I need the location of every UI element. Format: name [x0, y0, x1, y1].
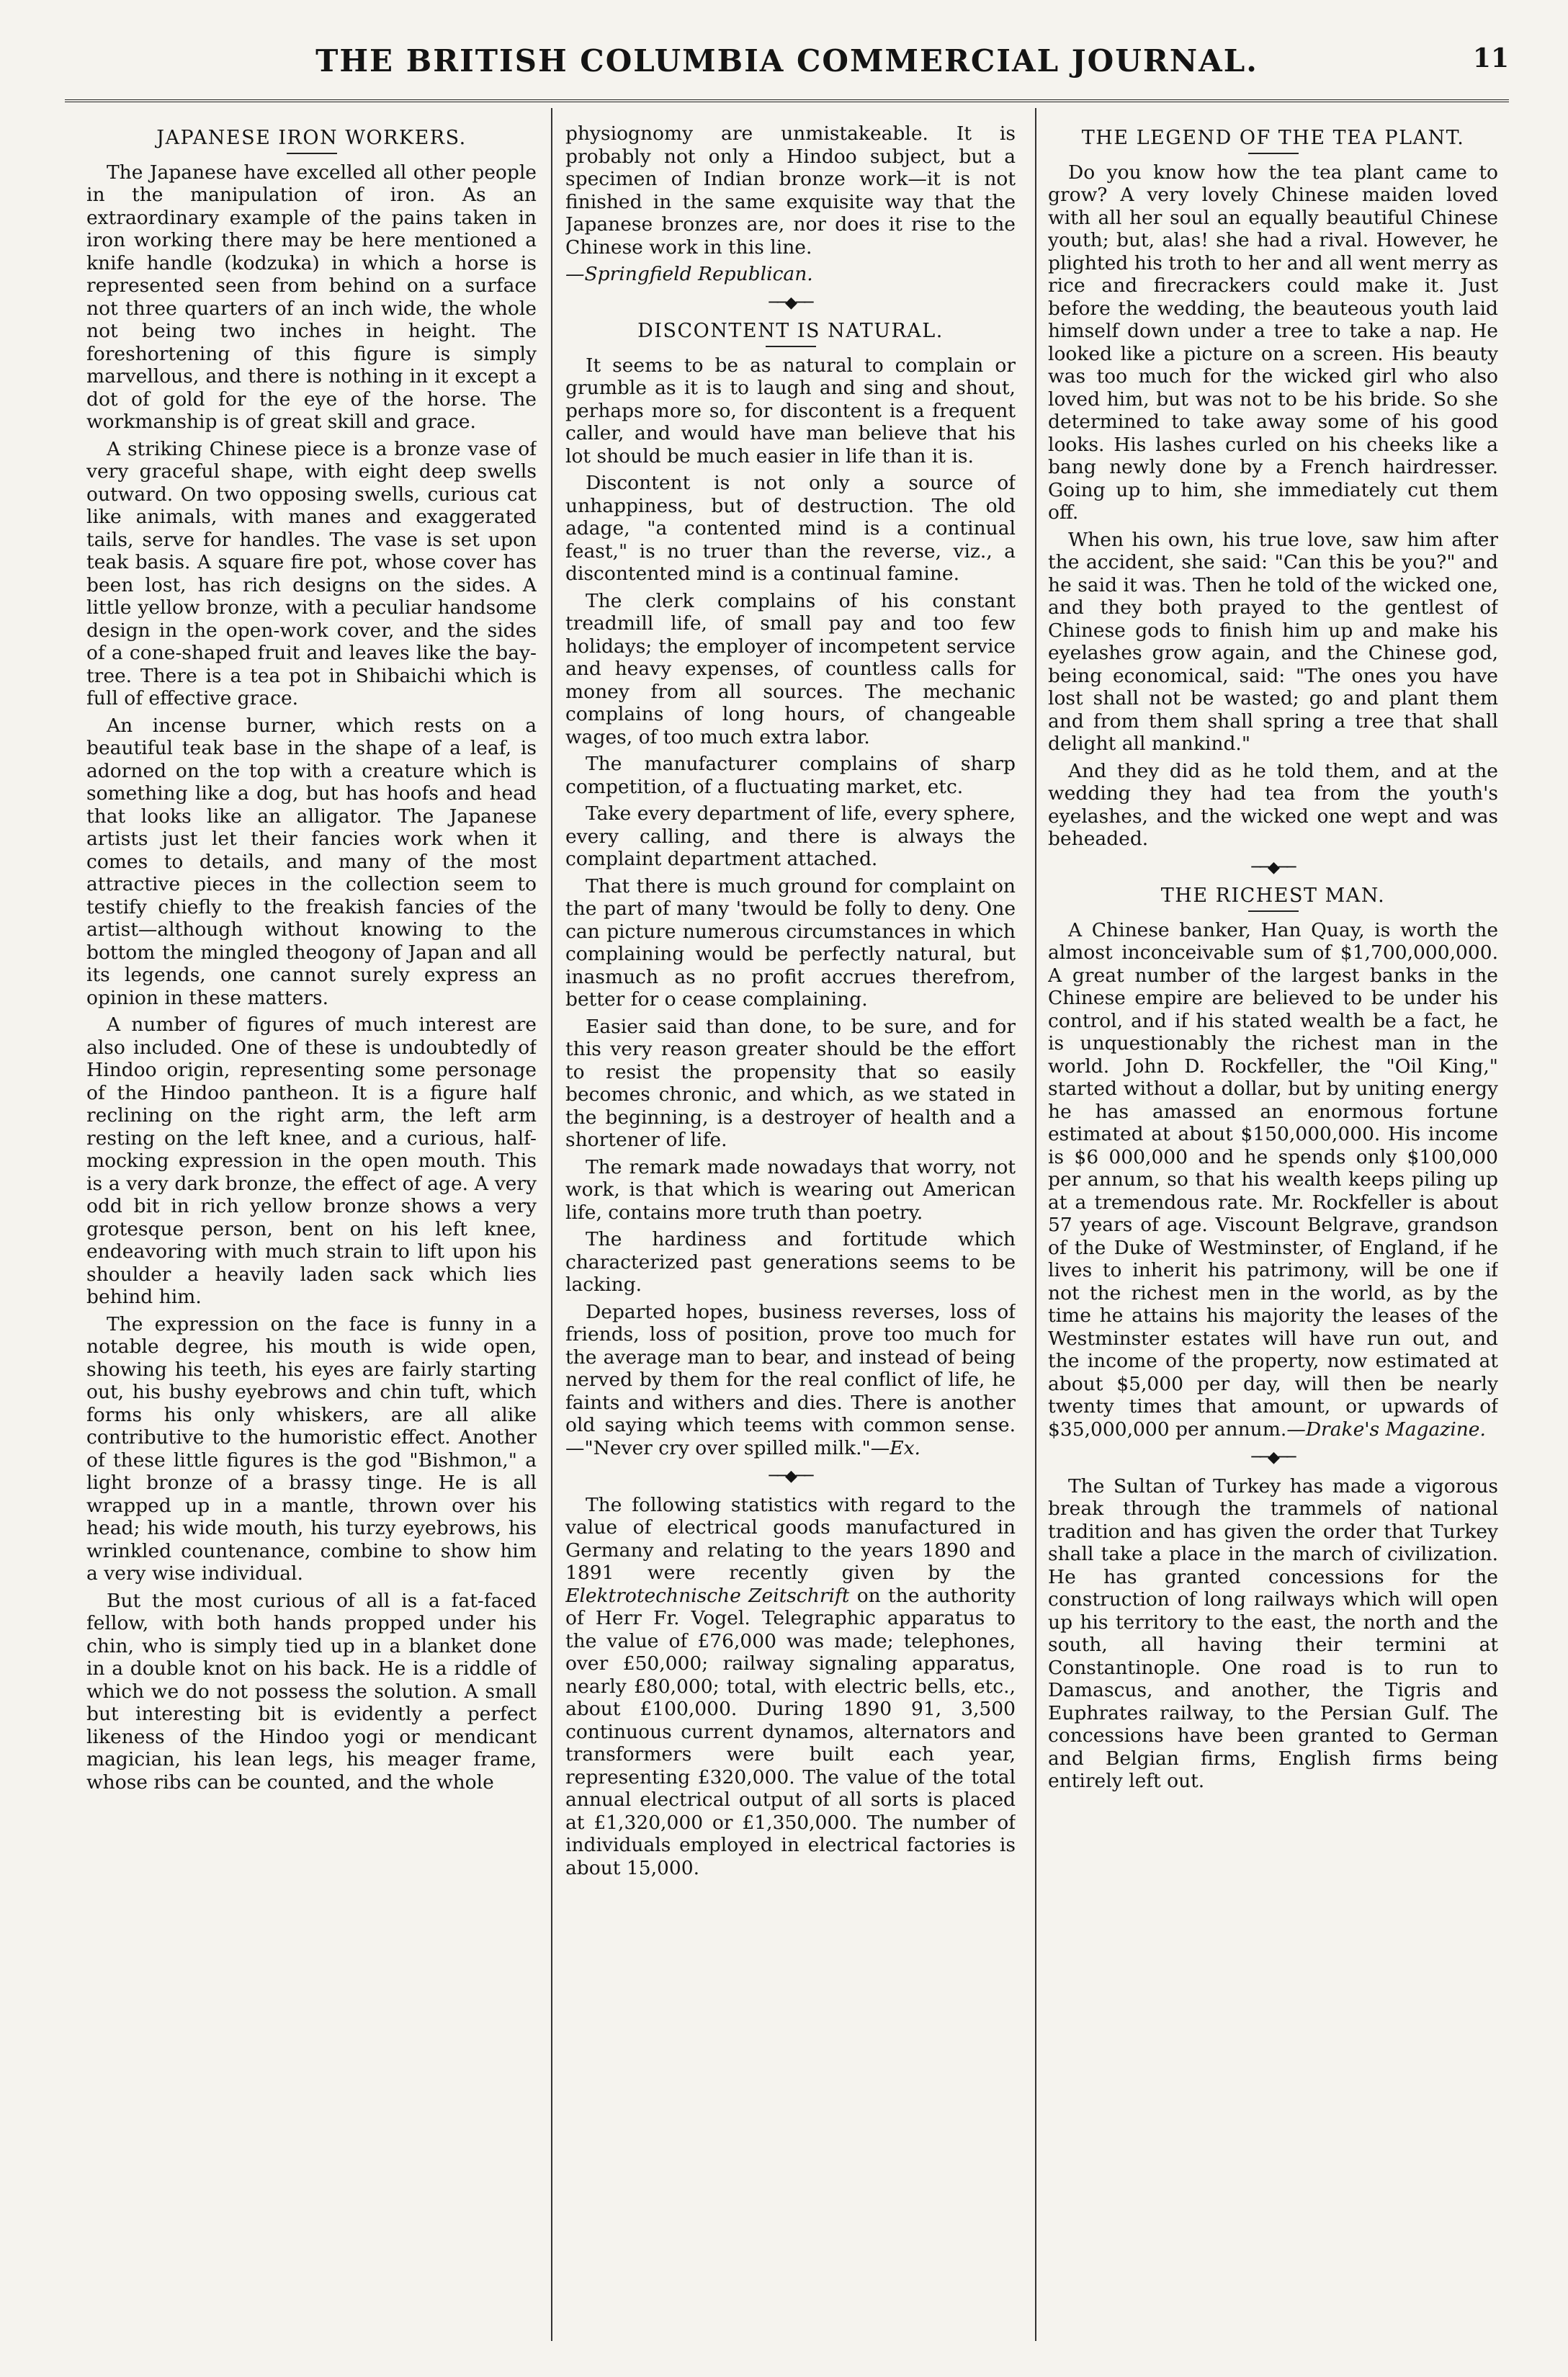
heading-rule	[287, 153, 337, 154]
article-heading: THE RICHEST MAN.	[1160, 885, 1386, 907]
column-3	[1048, 122, 1498, 2319]
paragraph: The hardiness and fortitude which characterized past generations seems to be lacking.	[565, 1228, 1016, 1296]
paragraph: An incense burner, which rests on a beautiful teak base in the shape of a leaf, is adorned on the top with a creature which is something like a dog, but has hoofs and head that looks like an alligator. The Japanese artists just let their fancies work when it comes to details, and many of the most attractive pieces in the collection seem to testify chiefly to the freakish fancies of the artist—although without knowing to the bottom the mingled theogony of Japan and all its legends, one cannot surely express an opinion in these matters.	[86, 714, 537, 1009]
paragraph-text: Departed hopes, business reverses, loss of friends, loss of position, prove too much for the average man to bear, and instead of being nerved by them for the real conflict of life, he faints and withers and dies. There is another old saying which teems with common sense.—"Never cry over spilled milk."	[565, 1300, 1016, 1459]
column-divider	[1035, 108, 1036, 2341]
paragraph: The Sultan of Turkey has made a vigorous break through the trammels of national tradition and has given the order that Turkey shall take a place in the march of civilization. He has granted concessions for the construction of long railways which will open up his territory to the east, the north and the south, all having their termini at Constantinople. One road is to run to Damascus, and another, the Tigris and Euphrates railway, to the Persian Gulf. The concessions have been granted to German and Belgian firms, English firms being entirely left out.	[1048, 1474, 1498, 1792]
paragraph: The Japanese have excelled all other people in the manipulation of iron. As an extraordinary example of the pains taken in iron working there may be here mentioned a knife handle (kodzuka) in which a horse is represented seen from behind on a surface not three quarters of an inch wide, the whole not being two inches in height. The foreshortening of this figure is simply marvellous, and there is nothing in it except a dot of gold for the eye of the horse. The workmanship is of great skill and grace.	[86, 161, 537, 433]
publication-name: Elektrotechnische Zeitschrift	[565, 1584, 850, 1607]
paragraph: It seems to be as natural to complain or grumble as it is to laugh and sing and shout, perhaps more so, for discontent is a frequent caller, and would have man believe that his lot should be much easier in life than it is.	[565, 354, 1016, 467]
article-source: —Springfield Republican.	[565, 263, 813, 285]
header-rule	[65, 99, 1509, 106]
column-2	[565, 122, 1016, 2319]
paragraph: The manufacturer complains of sharp competition, of a fluctuating market, etc.	[565, 753, 1016, 798]
paragraph	[565, 1494, 1016, 1880]
paragraph: The clerk complains of his constant treadmill life, of small pay and too few holidays; the employer of incompetent service and heavy expenses, of countless calls for money from all sources. The mechanic complains of long hours, of changeable wages, of too much extra labor.	[565, 589, 1016, 748]
article-source: —Drake's Magazine.	[1286, 1418, 1486, 1441]
paragraph-text: The following statistics with regard to the value of electrical goods manufactured in Germany and relating to the years 1890 and 1891 were recently given by the	[565, 1493, 1016, 1584]
column-1	[86, 122, 537, 2319]
paragraph: physiognomy are unmistakeable. It is probably not only a Hindoo subject, but a specimen of Indian bronze work—it is not finished in the same exquisite way that the Japanese bronzes are, nor does it rise to the Chinese work in this line.	[565, 122, 1016, 259]
paragraph: Take every department of life, every sphere, every calling, and there is always the complaint department attached.	[565, 802, 1016, 870]
paragraph: A striking Chinese piece is a bronze vase of very graceful shape, with eight deep swells outward. On two opposing swells, curious cat like animals, with manes and exaggerated tails, serve for handles. The vase is set upon teak basis. A square fire pot, whose cover has been lost, has rich designs on the sides. A little yellow bronze, with a peculiar handsome design in the open-work cover, and the sides of a cone-shaped fruit and leaves like the bay-tree. There is a tea pot in Shibaichi which is full of effective grace.	[86, 437, 537, 709]
article-heading: JAPANESE IRON WORKERS.	[156, 127, 467, 149]
heading-rule	[766, 346, 816, 347]
paragraph: When his own, his true love, saw him after the accident, she said: "Can this be you?" and he said it was. Then he told of the wicked one, and they both prayed to the gentlest of Chinese gods to finish him up and make his eyelashes grow again, and the Chinese god, being economical, said: "The ones you have lost shall not be wasted; go and plant them and from them shall spring a tree that shall delight all mankind."	[1048, 528, 1498, 755]
heading-rule	[1248, 910, 1299, 912]
paragraph: The remark made nowadays that worry, not work, is that which is wearing out American life, contains more truth than poetry.	[565, 1155, 1016, 1224]
paragraph: Do you know how the tea plant came to grow? A very lovely Chinese maiden loved with all her soul an equally beautiful Chinese youth; but, alas! she had a rival. However, he plighted his troth to her and all went merry as rice and firecrackers could make it. Just before the wedding, the beauteous youth laid himself down under a tree to take a nap. He looked like a picture on a screen. His beauty was too much for the wicked girl who also loved him, but was not to be his bride. So she determined to take away some of his good looks. His lashes curled on his cheeks like a bang newly done by a French hairdresser. Going up to him, she immediately cut them off.	[1048, 161, 1498, 524]
column-divider	[551, 108, 552, 2341]
masthead	[65, 43, 1509, 86]
heading-rule	[1248, 153, 1299, 154]
paragraph-text: on the authority of Herr Fr. Vogel. Telegraphic apparatus to the value of £76,000 was made; telephones, over £50,000; railway signaling apparatus, nearly £80,000; total, with electric bells, etc., about £100,000. During 1890 91, 3,500 continuous current dynamos, alternators and transformers were built each year, representing £320,000. The value of the total annual electrical output of all sorts is placed at £1,320,000 or £1,350,000. The number of individuals employed in electrical factories is about 15,000.	[565, 1584, 1016, 1879]
journal-title: THE BRITISH COLUMBIA COMMERCIAL JOURNAL.	[315, 43, 1258, 79]
paragraph: The expression on the face is funny in a notable degree, his mouth is wide open, showing his teeth, his eyes are fairly starting out, his bushy eyebrows and chin tuft, which forms his only whiskers, are all alike contributive to the humoristic effect. Another of these little figures is the god "Bishmon," a light bronze of a brassy tinge. He is all wrapped up in a mantle, thrown over his head; his wide mouth, his turzy eyebrows, his wrinkled countenance, combine to show him a very wise individual.	[86, 1312, 537, 1585]
paragraph: Discontent is not only a source of unhappiness, but of destruction. The old adage, "a contented mind is a continual feast," is no truer than the reverse, viz., a discontented mind is a continual famine.	[565, 472, 1016, 585]
paragraph: That there is much ground for complaint on the part of many 'twould be folly to deny. One can picture numerous circumstances in which complaining would be perfectly natural, but inasmuch as no profit accrues therefrom, better for o cease complaining.	[565, 874, 1016, 1011]
page-number: 11	[1472, 43, 1509, 73]
divider-ornament: ──◆──	[769, 293, 812, 312]
paragraph	[1048, 919, 1498, 1441]
paragraph: But the most curious of all is a fat-faced fellow, with both hands propped under his chin, who is simply tied up in a blanket done in a double knot on his back. He is a riddle of which we do not possess the solution. A small but interesting bit is evidently a perfect likeness of the Hindoo yogi or mendicant magician, his lean legs, his meager frame, whose ribs can be counted, and the whole	[86, 1589, 537, 1794]
article-heading: THE LEGEND OF THE TEA PLANT.	[1081, 127, 1465, 149]
paragraph: And they did as he told them, and at the wedding they had tea from the youth's eyelashes, and the wicked one wept and was beheaded.	[1048, 759, 1498, 850]
divider-ornament: ──◆──	[1251, 858, 1295, 877]
paragraph-text: A Chinese banker, Han Quay, is worth the almost inconceivable sum of $1,700,000,000. A great number of the largest banks in the Chinese empire are believed to be under his control, and if his stated wealth be a fact, he is unquestionably the richest man in the world. John D. Rockfeller, the "Oil King," started without a dollar, but by uniting energy he has amassed an enormous fortune estimated at about $150,000,000. His income is $6 000,000 and he spends only $100,000 per annum, so that his wealth keeps piling up at a tremendous rate. Mr. Rockfeller is about 57 years of age. Viscount Belgrave, grandson of the Duke of Westminster, of England, if he lives to inherit his patrimony, will be one if not the richest men in the world, as by the time he attains his majority the leases of the Westminster estates will have run out, and the income of the property, now estimated at about $5,000 per day, will then be nearly twenty times that amount, or upwards of $35,000,000 per annum.	[1048, 918, 1498, 1441]
divider-ornament: ──◆──	[1251, 1449, 1295, 1467]
divider-ornament: ──◆──	[769, 1467, 812, 1485]
article-source: —Ex.	[870, 1436, 920, 1459]
article-heading: DISCONTENT IS NATURAL.	[637, 320, 944, 342]
paragraph: A number of figures of much interest are also included. One of these is undoubtedly of Hindoo origin, representing some personage of the Hindoo pantheon. It is a figure half reclining on the right arm, the left arm resting on the left knee, and a curious, half-mocking expression in the open mouth. This is a very dark bronze, the effect of age. A very odd bit in rich yellow bronze shows a very grotesque person, bent on his left knee, endeavoring with much strain to lift upon his shoulder a heavily laden sack which lies behind him.	[86, 1013, 537, 1308]
paragraph	[565, 1301, 1016, 1460]
paragraph: Easier said than done, to be sure, and for this very reason greater should be the effort to resist the propensity that so easily becomes chronic, and which, as we stated in the beginning, is a destroyer of health and a shortener of life.	[565, 1015, 1016, 1151]
